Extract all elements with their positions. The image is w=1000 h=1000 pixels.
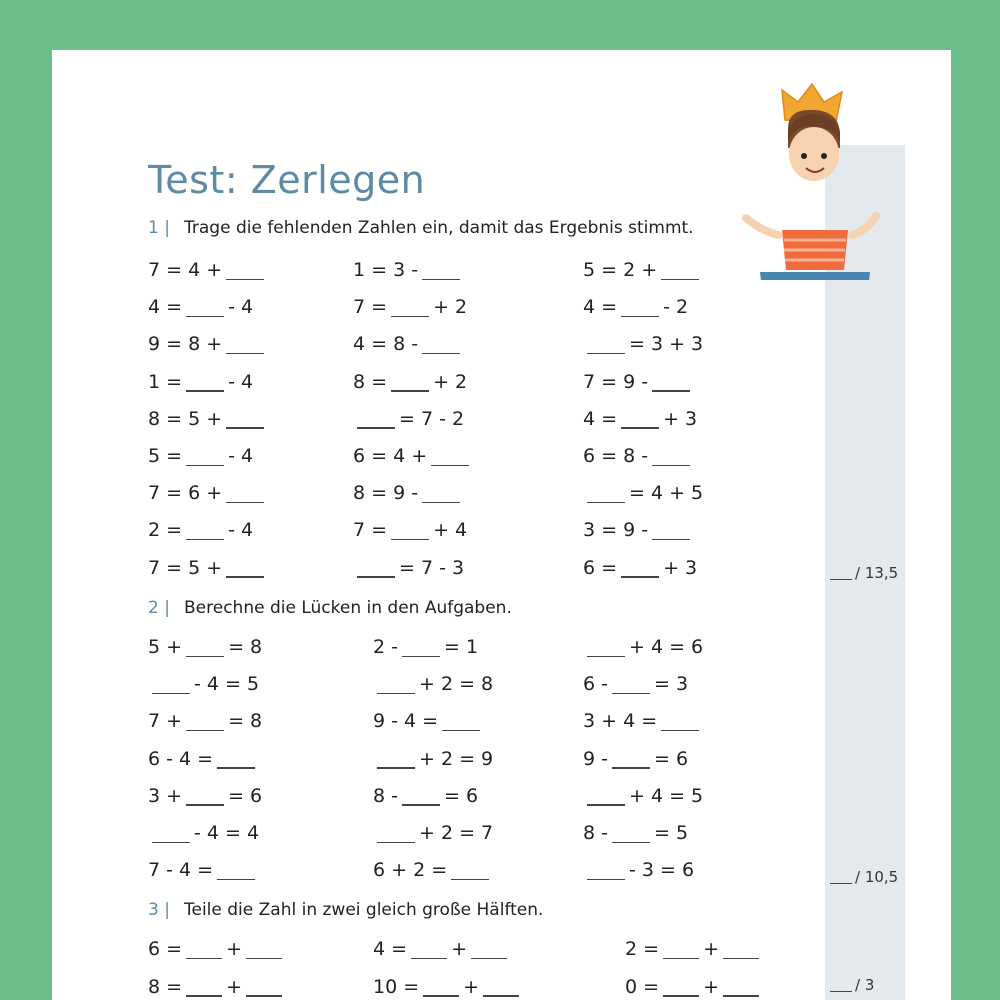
answer-blank[interactable] xyxy=(391,316,429,318)
task-instruction: Teile die Zahl in zwei gleich große Hälften. xyxy=(184,900,544,920)
answer-blank[interactable] xyxy=(186,804,224,806)
answer-blank[interactable] xyxy=(663,995,699,997)
equation-row xyxy=(583,442,694,470)
equation-row xyxy=(353,516,467,544)
equation-text: 7 = 5 + xyxy=(148,556,223,579)
answer-blank[interactable] xyxy=(217,879,255,881)
answer-blank[interactable] xyxy=(152,693,190,695)
equation-text: = 6 xyxy=(653,747,689,770)
answer-blank[interactable] xyxy=(357,576,395,578)
equation-text: 6 - 4 = xyxy=(148,747,214,770)
answer-blank[interactable] xyxy=(152,842,190,844)
score-blank[interactable] xyxy=(830,991,852,992)
equation-row xyxy=(353,554,464,582)
equation-text: + xyxy=(463,975,480,998)
equation-text: - 4 = 5 xyxy=(194,673,260,696)
equation-text: 3 + xyxy=(148,784,183,807)
equation-text: 7 + xyxy=(148,710,183,733)
equation-text: 4 = xyxy=(583,296,618,319)
answer-blank[interactable] xyxy=(226,502,264,504)
equation-text: = 8 xyxy=(228,636,263,658)
equation-row xyxy=(353,330,464,358)
equation-text: - 4 = 4 xyxy=(194,822,260,844)
equation-text: = 3 xyxy=(653,673,689,696)
equation-row xyxy=(353,368,467,396)
equation-row xyxy=(583,670,688,698)
answer-blank[interactable] xyxy=(483,995,519,997)
equation-text: = 6 xyxy=(443,784,479,807)
equation-row xyxy=(148,670,259,698)
equation-text: + 2 = 8 xyxy=(419,673,494,696)
equation-row xyxy=(148,368,253,396)
equation-text: 7 = 4 + xyxy=(148,259,223,281)
equation-row xyxy=(583,554,697,582)
task-instruction: Trage die fehlenden Zahlen ein, damit das Ergebnis stimmt. xyxy=(184,218,694,238)
equation-row xyxy=(373,707,484,735)
equation-text: 8 = 5 + xyxy=(148,407,223,430)
equation-text: 9 = 8 + xyxy=(148,333,223,356)
equation-row xyxy=(148,293,253,321)
equation-row xyxy=(148,973,286,1000)
equation-text: 4 = xyxy=(373,938,408,960)
task-2-score xyxy=(830,868,898,886)
equation-text: + 4 = 5 xyxy=(629,784,704,807)
equation-row xyxy=(148,554,268,582)
answer-blank[interactable] xyxy=(377,767,415,769)
equation-row xyxy=(625,935,763,963)
equation-row xyxy=(148,516,253,544)
equation-text: 2 - xyxy=(373,636,398,658)
score-total: / 10,5 xyxy=(855,868,899,886)
answer-blank[interactable] xyxy=(621,576,659,578)
task-3-score xyxy=(830,976,874,994)
answer-blank[interactable] xyxy=(246,958,282,960)
equation-text: 7 = xyxy=(353,296,388,319)
equation-row xyxy=(583,256,703,284)
equation-text: = 3 + 3 xyxy=(629,333,704,356)
equation-text: 6 + 2 = xyxy=(373,859,448,882)
answer-blank[interactable] xyxy=(226,576,264,578)
equation-row xyxy=(148,256,268,284)
equation-text: 7 - 4 = xyxy=(148,859,214,882)
equation-row xyxy=(583,707,703,735)
equation-text: 5 + xyxy=(148,636,183,658)
task-instruction: Berechne die Lücken in den Aufgaben. xyxy=(184,598,512,618)
equation-text: + 3 xyxy=(663,556,698,579)
answer-blank[interactable] xyxy=(587,502,625,504)
equation-text: 7 = xyxy=(353,519,388,542)
answer-blank[interactable] xyxy=(661,279,699,281)
worksheet xyxy=(52,50,951,1000)
equation-text: - 4 xyxy=(228,296,254,319)
equation-text: 4 = xyxy=(148,296,183,319)
equation-text: 0 = xyxy=(625,975,660,998)
answer-blank[interactable] xyxy=(186,958,222,960)
answer-blank[interactable] xyxy=(652,465,690,467)
equation-row xyxy=(148,745,259,773)
equation-text: + xyxy=(451,938,467,960)
equation-row xyxy=(373,819,493,847)
equation-text: 6 = xyxy=(583,556,618,579)
equation-text: 4 = xyxy=(583,407,618,430)
equation-text: - 4 xyxy=(228,370,254,393)
answer-blank[interactable] xyxy=(246,995,282,997)
equation-row xyxy=(583,819,688,847)
answer-blank[interactable] xyxy=(587,656,625,658)
equation-text: + xyxy=(226,938,242,960)
equation-text: - 4 xyxy=(228,519,254,542)
answer-blank[interactable] xyxy=(186,539,224,541)
equation-text: 6 = 4 + xyxy=(353,445,428,467)
answer-blank[interactable] xyxy=(621,316,659,318)
equation-row xyxy=(583,330,703,358)
task-number: 1 | xyxy=(148,218,170,238)
equation-text: 6 = xyxy=(148,938,183,960)
answer-blank[interactable] xyxy=(471,958,507,960)
equation-row xyxy=(353,442,473,470)
equation-text: = 7 - 2 xyxy=(399,407,465,430)
equation-text: + xyxy=(703,938,719,960)
answer-blank[interactable] xyxy=(411,958,447,960)
equation-row xyxy=(353,479,464,507)
equation-row xyxy=(148,856,259,884)
answer-blank[interactable] xyxy=(422,502,460,504)
equation-text: 1 = 3 - xyxy=(353,259,419,281)
boy-illustration xyxy=(740,80,880,280)
equation-row xyxy=(583,405,697,433)
answer-blank[interactable] xyxy=(431,465,469,467)
equation-row xyxy=(148,707,262,735)
equation-text: 3 = 9 - xyxy=(583,519,649,542)
task-1-score xyxy=(830,564,898,582)
equation-text: 2 = xyxy=(148,519,183,542)
answer-blank[interactable] xyxy=(612,842,650,844)
equation-row xyxy=(148,633,262,661)
task-1-heading xyxy=(148,218,694,244)
answer-blank[interactable] xyxy=(422,279,460,281)
answer-blank[interactable] xyxy=(612,693,650,695)
answer-blank[interactable] xyxy=(587,353,625,355)
equation-row xyxy=(148,935,286,963)
answer-blank[interactable] xyxy=(186,316,224,318)
equation-row xyxy=(148,330,268,358)
equation-row xyxy=(583,516,694,544)
equation-text: 8 - xyxy=(583,822,608,844)
task-2-heading xyxy=(148,598,512,624)
equation-row xyxy=(373,973,523,1000)
equation-row xyxy=(353,293,467,321)
equation-row xyxy=(583,745,688,773)
answer-blank[interactable] xyxy=(612,767,650,769)
equation-text: 1 = xyxy=(148,370,183,393)
equation-text: - 2 xyxy=(663,296,689,319)
equation-text: = 8 xyxy=(228,710,263,733)
answer-blank[interactable] xyxy=(451,879,489,881)
answer-blank[interactable] xyxy=(587,879,625,881)
answer-blank[interactable] xyxy=(652,390,690,392)
page-title: Test: Zerlegen xyxy=(148,158,426,202)
answer-blank[interactable] xyxy=(357,427,395,429)
equation-row xyxy=(373,782,478,810)
answer-blank[interactable] xyxy=(391,539,429,541)
equation-text: + 4 xyxy=(433,519,468,542)
equation-text: = 5 xyxy=(653,822,689,844)
equation-text: 7 = 6 + xyxy=(148,482,223,505)
equation-row xyxy=(583,856,694,884)
equation-text: 8 = 9 - xyxy=(353,482,419,505)
equation-text: + 2 = 9 xyxy=(419,747,494,770)
answer-blank[interactable] xyxy=(723,995,759,997)
score-total: / 13,5 xyxy=(855,564,899,582)
equation-row xyxy=(583,782,703,810)
equation-row xyxy=(148,782,262,810)
equation-text: + 2 xyxy=(433,296,468,319)
equation-row xyxy=(373,935,511,963)
equation-text: 8 - xyxy=(373,784,398,807)
answer-blank[interactable] xyxy=(587,804,625,806)
equation-text: 5 = xyxy=(148,445,183,467)
equation-row xyxy=(373,856,493,884)
answer-blank[interactable] xyxy=(226,279,264,281)
equation-text: - 3 = 6 xyxy=(629,859,695,882)
answer-blank[interactable] xyxy=(402,804,440,806)
answer-blank[interactable] xyxy=(186,730,224,732)
score-blank[interactable] xyxy=(830,579,852,580)
answer-blank[interactable] xyxy=(422,353,460,355)
answer-blank[interactable] xyxy=(391,390,429,392)
score-total: / 3 xyxy=(855,976,875,994)
answer-blank[interactable] xyxy=(661,730,699,732)
equation-row xyxy=(148,442,253,470)
equation-text: 8 = xyxy=(353,370,388,393)
answer-blank[interactable] xyxy=(423,995,459,997)
equation-text: 9 - 4 = xyxy=(373,710,439,733)
equation-text: 7 = 9 - xyxy=(583,370,649,393)
equation-text: = 4 + 5 xyxy=(629,482,704,505)
equation-row xyxy=(583,368,694,396)
task-number: 2 | xyxy=(148,598,170,618)
equation-text: + xyxy=(226,975,242,998)
equation-text: + 2 = 7 xyxy=(419,822,494,844)
equation-row xyxy=(353,256,464,284)
answer-blank[interactable] xyxy=(377,693,415,695)
equation-row xyxy=(373,633,478,661)
answer-blank[interactable] xyxy=(186,465,224,467)
answer-blank[interactable] xyxy=(217,767,255,769)
answer-blank[interactable] xyxy=(226,353,264,355)
answer-blank[interactable] xyxy=(442,730,480,732)
equation-row xyxy=(353,405,464,433)
equation-row xyxy=(373,745,493,773)
equation-row xyxy=(583,479,703,507)
equation-text: 2 = xyxy=(625,938,660,960)
answer-blank[interactable] xyxy=(621,427,659,429)
answer-blank[interactable] xyxy=(186,656,224,658)
equation-text: + 4 = 6 xyxy=(629,636,704,658)
answer-blank[interactable] xyxy=(663,958,699,960)
equation-text: = 7 - 3 xyxy=(399,556,465,579)
equation-text: 8 = xyxy=(148,975,183,998)
equation-text: 5 = 2 + xyxy=(583,259,658,281)
equation-text: 3 + 4 = xyxy=(583,710,658,733)
equation-row xyxy=(373,670,493,698)
equation-row xyxy=(625,973,763,1000)
equation-text: + xyxy=(703,975,719,998)
score-blank[interactable] xyxy=(830,883,852,884)
answer-blank[interactable] xyxy=(402,656,440,658)
answer-blank[interactable] xyxy=(186,995,222,997)
equation-text: 10 = xyxy=(373,975,420,998)
equation-row xyxy=(583,633,703,661)
task-3-heading xyxy=(148,900,543,926)
task-number: 3 | xyxy=(148,900,170,920)
answer-blank[interactable] xyxy=(652,539,690,541)
equation-row xyxy=(148,479,268,507)
answer-blank[interactable] xyxy=(186,390,224,392)
equation-text: 4 = 8 - xyxy=(353,333,419,356)
equation-text: = 6 xyxy=(228,784,263,807)
equation-text: 9 - xyxy=(583,747,608,770)
answer-blank[interactable] xyxy=(377,842,415,844)
equation-text: + 3 xyxy=(663,407,698,430)
equation-text: + 2 xyxy=(433,370,468,393)
equation-text: 6 - xyxy=(583,673,608,696)
answer-blank[interactable] xyxy=(723,958,759,960)
equation-text: = 1 xyxy=(443,636,479,658)
equation-row xyxy=(148,819,259,847)
equation-text: 6 = 8 - xyxy=(583,445,649,467)
equation-row xyxy=(148,405,268,433)
equation-row xyxy=(583,293,688,321)
equation-text: - 4 xyxy=(228,445,254,467)
answer-blank[interactable] xyxy=(226,427,264,429)
